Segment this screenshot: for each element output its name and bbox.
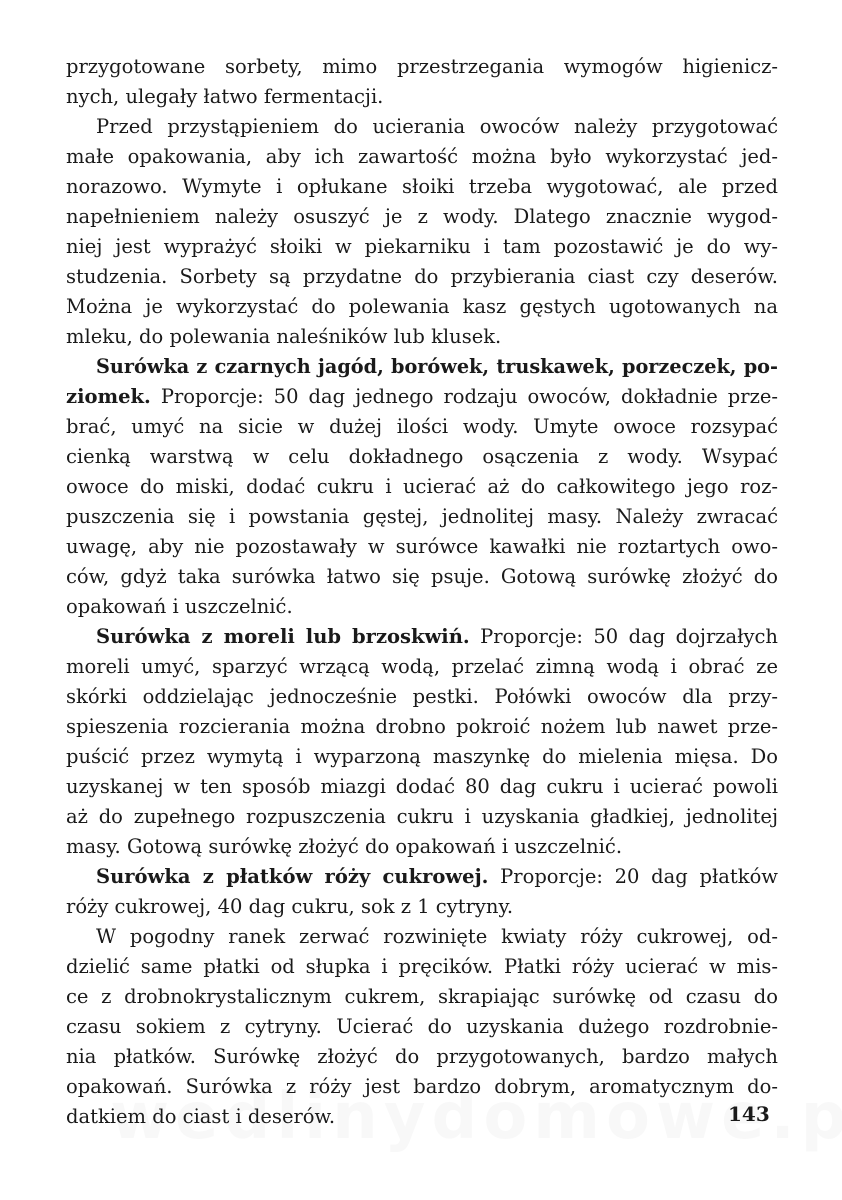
text-line: norazowo. Wymyte i opłukane słoiki trzeba wygotować, ale przed: [66, 175, 778, 198]
text-line: puścić przez wymytą i wyparzoną maszynkę do mielenia mięsa. Do: [66, 745, 778, 768]
recipe-heading: ziomek.: [66, 385, 151, 408]
recipe-heading: Surówka z płatków róży cukrowej.: [96, 865, 489, 888]
text-line: mleku, do polewania naleśników lub klusek.: [66, 325, 502, 348]
text-line: nia płatków. Surówkę złożyć do przygotowanych, bardzo małych: [66, 1045, 778, 1068]
page-text: [66, 52, 778, 1132]
text-line: opakowań. Surówka z róży jest bardzo dobrym, aromatycznym do-: [66, 1075, 778, 1098]
text-line: puszczenia się i powstania gęstej, jednolitej masy. Należy zwracać: [66, 505, 778, 528]
text-line: aż do zupełnego rozpuszczenia cukru i uzyskania gładkiej, jednolitej: [66, 805, 778, 828]
text-line: Można je wykorzystać do polewania kasz gęstych ugotowanych na: [66, 295, 778, 318]
text-line: ce z drobnokrystalicznym cukrem, skrapiając surówkę od czasu do: [66, 985, 778, 1008]
text-line: Przed przystąpieniem do ucierania owoców należy przygotować: [96, 115, 778, 138]
text-line: opakowań i uszczelnić.: [66, 595, 293, 618]
text-line: nych, ulegały łatwo fermentacji.: [66, 85, 384, 108]
text-line: masy. Gotową surówkę złożyć do opakowań i uszczelnić.: [66, 835, 623, 858]
recipe-heading: Surówka z moreli lub brzoskwiń.: [96, 625, 470, 648]
text-line: uzyskanej w ten sposób miazgi dodać 80 dag cukru i ucierać powoli: [66, 775, 778, 798]
text-line: małe opakowania, aby ich zawartość można było wykorzystać jed-: [66, 145, 778, 168]
text-line: dzielić same płatki od słupka i pręcików. Płatki róży ucierać w mis-: [66, 955, 778, 978]
text-line: [66, 382, 778, 412]
text-run: Proporcje: 50 dag jednego rodzaju owoców, dokładnie prze-: [150, 385, 778, 408]
text-line: cienką warstwą w celu dokładnego osączenia z wody. Wsypać: [66, 445, 778, 468]
text-run: Proporcje: 20 dag płatków: [488, 865, 778, 888]
text-line: ców, gdyż taka surówka łatwo się psuje. Gotową surówkę złożyć do: [66, 565, 778, 588]
text-line: datkiem do ciast i deserów.: [66, 1105, 336, 1128]
text-line: [66, 622, 778, 652]
text-line: moreli umyć, sparzyć wrzącą wodą, przelać zimną wodą i obrać ze: [66, 655, 778, 678]
text-line: uwagę, aby nie pozostawały w surówce kawałki nie roztartych owo-: [66, 535, 778, 558]
text-line: czasu sokiem z cytryny. Ucierać do uzyskania dużego rozdrobnie-: [66, 1015, 778, 1038]
text-line: niej jest wyprażyć słoiki w piekarniku i tam pozostawić je do wy-: [66, 235, 778, 258]
text-line: róży cukrowej, 40 dag cukru, sok z 1 cytryny.: [66, 895, 514, 918]
recipe-heading: Surówka z czarnych jagód, borówek, truskawek, porzeczek, po-: [96, 355, 778, 378]
text-line: studzenia. Sorbety są przydatne do przybierania ciast czy deserów.: [66, 265, 778, 288]
text-line: [66, 862, 778, 892]
text-line: spieszenia rozcierania można drobno pokroić nożem lub nawet prze-: [66, 715, 778, 738]
text-line: owoce do miski, dodać cukru i ucierać aż do całkowitego jego roz-: [66, 475, 778, 498]
text-line: skórki oddzielając jednocześnie pestki. Połówki owoców dla przy-: [66, 685, 778, 708]
text-line: napełnieniem należy osuszyć je z wody. Dlatego znacznie wygod-: [66, 205, 778, 228]
text-line: przygotowane sorbety, mimo przestrzegania wymogów higienicz-: [66, 55, 778, 78]
text-line: [66, 352, 778, 382]
text-line: brać, umyć na sicie w dużej ilości wody. Umyte owoce rozsypać: [66, 415, 778, 438]
page-number: 143: [728, 1102, 770, 1126]
text-run: Proporcje: 50 dag dojrzałych: [469, 625, 778, 648]
text-line: W pogodny ranek zerwać rozwinięte kwiaty róży cukrowej, od-: [96, 925, 778, 948]
